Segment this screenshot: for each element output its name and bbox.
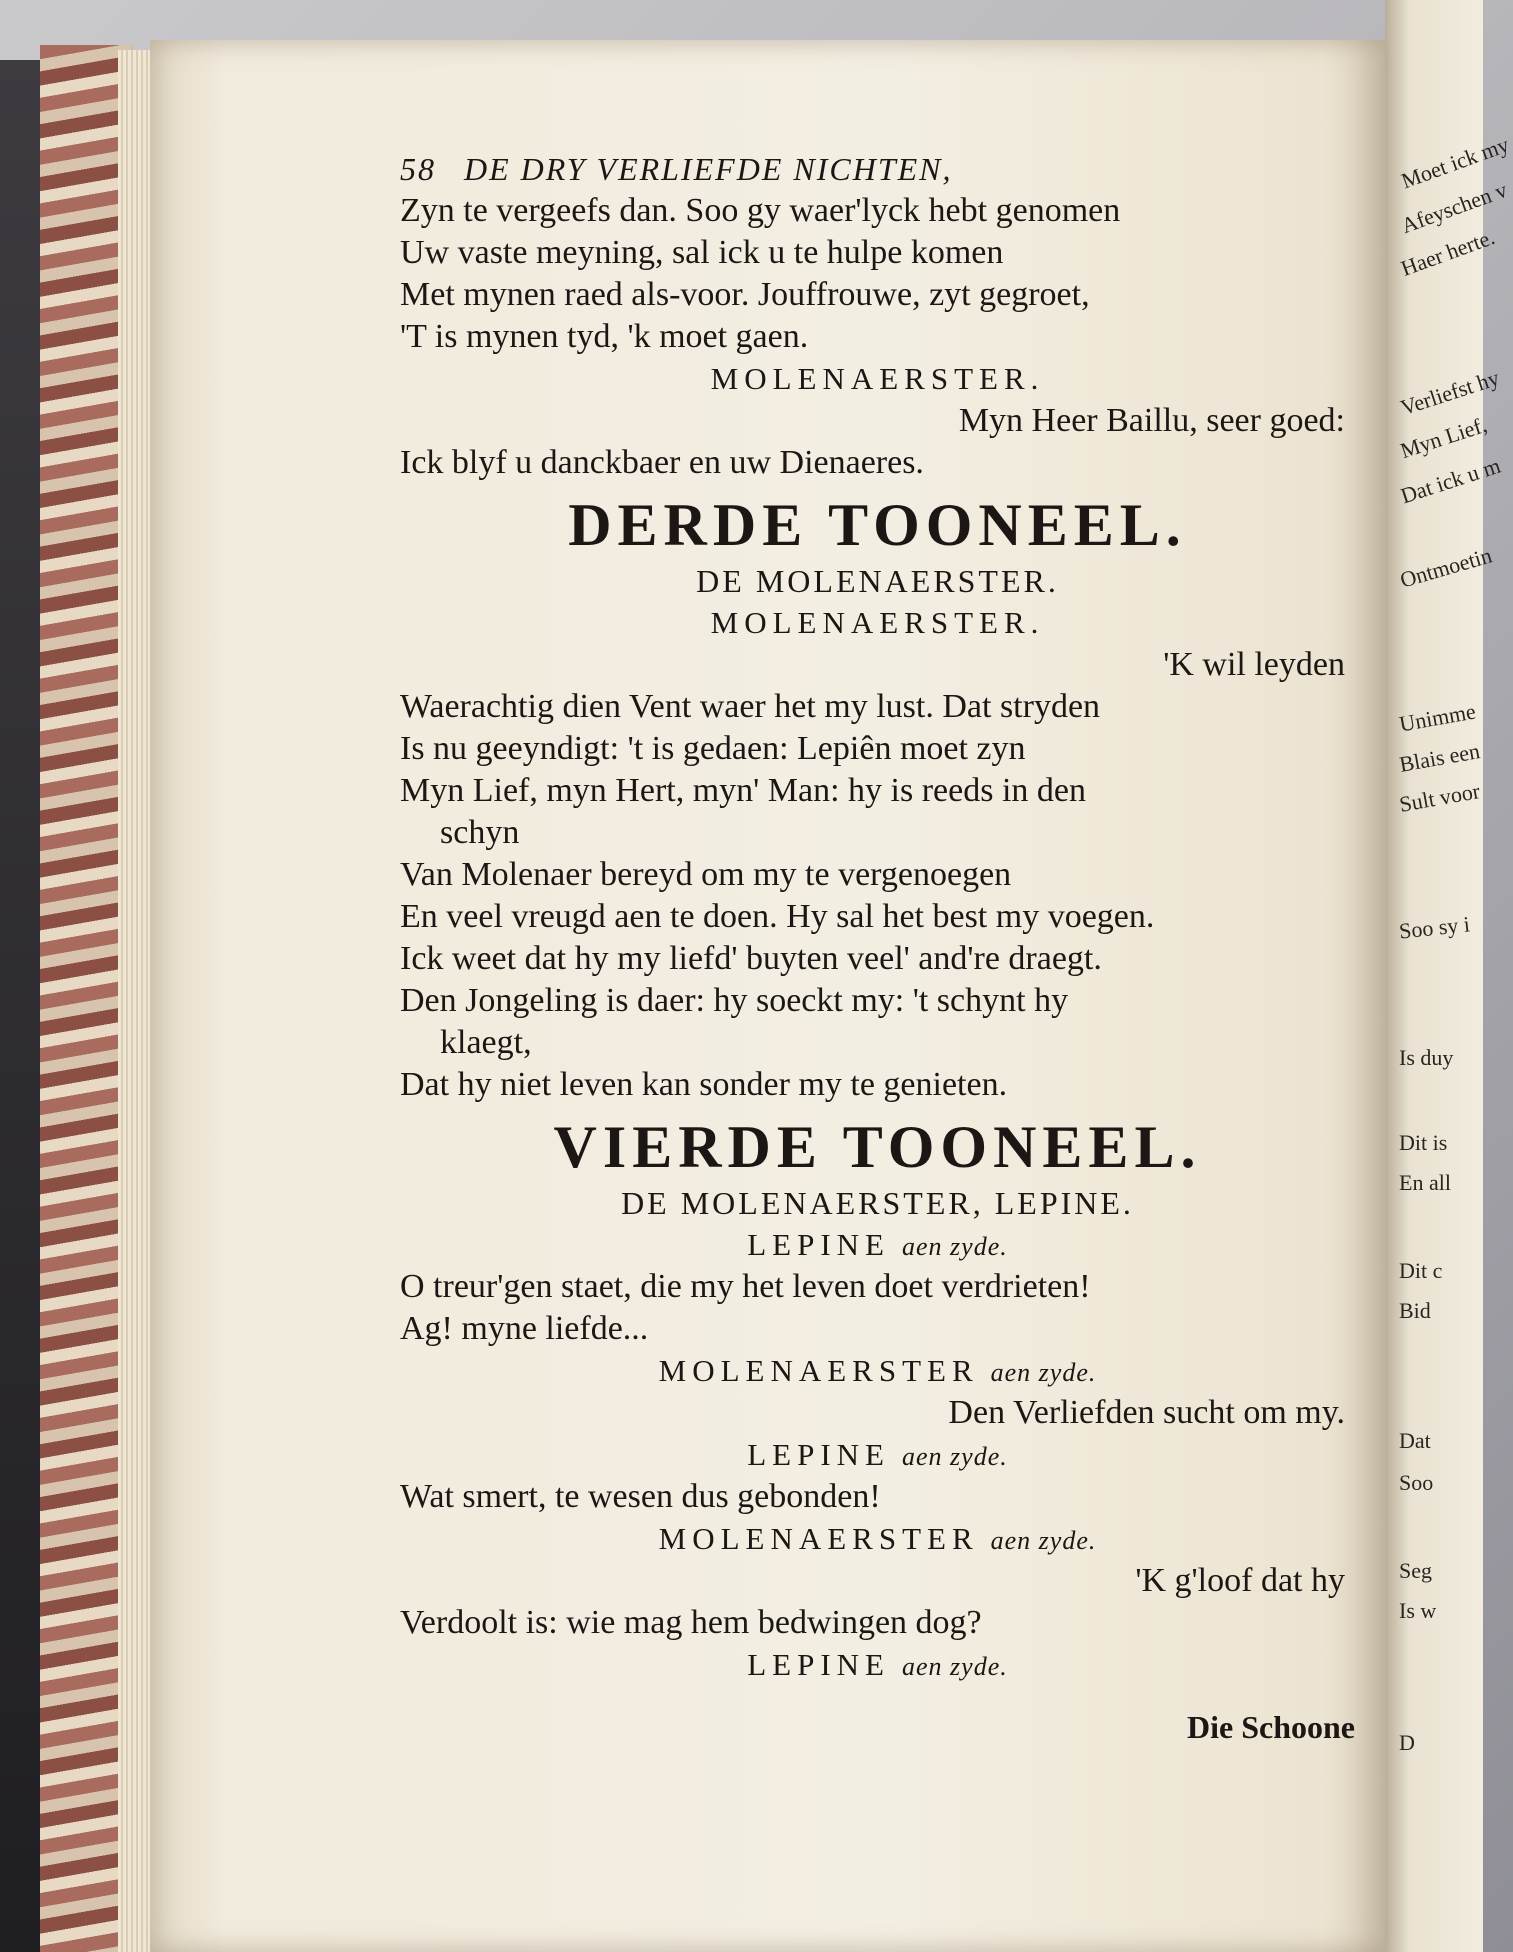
verse-line: Ag! myne liefde... <box>400 1310 649 1347</box>
verse-line: Dat hy niet leven kan sonder my te genieten. <box>400 1066 1008 1103</box>
facing-fragment: Soo sy i <box>1397 911 1471 944</box>
speaker-line <box>400 1350 1355 1392</box>
facing-fragment: Dit c <box>1399 1258 1443 1283</box>
verse-line: Waerachtig dien Vent waer het my lust. Dat stryden <box>400 688 1101 725</box>
scene-title: VIERDE TOONEEL. <box>553 1114 1202 1180</box>
running-header <box>400 148 1355 190</box>
verse-line: Myn Lief, myn Hert, myn' Man: hy is reeds in den <box>400 772 1087 809</box>
verse-line: Van Molenaer bereyd om my te vergenoegen <box>400 856 1012 893</box>
facing-fragment: Dat <box>1399 1428 1431 1453</box>
facing-fragment: Unimme <box>1397 698 1478 737</box>
stage-direction: aen zyde. <box>990 1526 1097 1555</box>
stage-direction: aen zyde. <box>902 1652 1008 1681</box>
verse-line: Uw vaste meyning, sal ick u te hulpe komen <box>400 234 1004 271</box>
facing-fragment: Haer herte. <box>1397 224 1498 281</box>
speaker-line <box>400 1644 1355 1686</box>
speaker-name: LEPINE <box>747 1647 890 1682</box>
speaker-line <box>400 1224 1355 1266</box>
facing-fragment: Afeyschen v <box>1397 176 1511 239</box>
verse-line: Ick blyf u danckbaer en uw Dienaeres. <box>400 444 924 481</box>
facing-fragment: Soo <box>1399 1470 1434 1495</box>
verse-line: Myn Heer Baillu, seer goed: <box>958 402 1345 439</box>
facing-fragment: Ontmoetin <box>1397 542 1495 593</box>
verse-line: Den Jongeling is daer: hy soeckt my: 't schynt hy <box>400 982 1069 1019</box>
facing-fragment: Bid <box>1399 1298 1431 1323</box>
facing-fragment: En all <box>1399 1170 1451 1195</box>
facing-fragment: Sult voor <box>1397 778 1482 817</box>
verse-line: 'K wil leyden <box>1163 646 1345 683</box>
verse-line: Verdoolt is: wie mag hem bedwingen dog? <box>400 1604 982 1641</box>
facing-fragment: Dit is <box>1399 1130 1448 1155</box>
speaker-name: MOLENAERSTER <box>658 1521 979 1556</box>
catchword: Die Schoone <box>1187 1709 1355 1745</box>
facing-fragment: Myn Lief, <box>1397 411 1490 464</box>
facing-fragment: Is duy <box>1399 1045 1454 1070</box>
verse-line: Den Verliefden sucht om my. <box>948 1394 1345 1431</box>
speaker-name: LEPINE <box>747 1437 890 1472</box>
verse-line: 'K g'loof dat hy <box>1135 1562 1345 1599</box>
page-edges <box>118 50 154 1952</box>
speaker-name: MOLENAERSTER. <box>710 361 1045 396</box>
verse-line: O treur'gen staet, die my het leven doet verdrieten! <box>400 1268 1091 1305</box>
scene-title: DERDE TOONEEL. <box>568 492 1187 558</box>
verse-line: Is nu geeyndigt: 't is gedaen: Lepiên moet zyn <box>400 730 1026 767</box>
scene-cast: DE MOLENAERSTER, LEPINE. <box>621 1185 1134 1221</box>
facing-page <box>1385 0 1513 1952</box>
verse-line: Met mynen raed als-voor. Jouffrouwe, zyt gegroet, <box>400 276 1090 313</box>
page-text-block <box>400 148 1355 1748</box>
facing-fragment: Verliefst hy <box>1397 364 1503 421</box>
facing-fragment: Seg <box>1399 1558 1432 1583</box>
verse-line: Wat smert, te wesen dus gebonden! <box>400 1478 881 1515</box>
speaker-name: MOLENAERSTER <box>658 1353 979 1388</box>
verse-line: Ick weet dat hy my liefd' buyten veel' and're draegt. <box>400 940 1102 977</box>
speaker-line <box>400 1518 1355 1560</box>
stage-direction: aen zyde. <box>902 1442 1008 1471</box>
speaker-name: MOLENAERSTER. <box>710 605 1045 640</box>
facing-fragment: Blais een <box>1397 738 1482 777</box>
facing-fragment: D <box>1399 1730 1415 1755</box>
verse-line: schyn <box>440 814 520 851</box>
running-title: DE DRY VERLIEFDE NICHTEN, <box>464 151 953 187</box>
verse-line: 'T is mynen tyd, 'k moet gaen. <box>400 318 809 355</box>
verse-line: klaegt, <box>440 1024 532 1061</box>
speaker-name: LEPINE <box>747 1227 890 1262</box>
scene-cast: DE MOLENAERSTER. <box>696 563 1059 599</box>
page-number: 58 <box>400 151 436 187</box>
verse-line: En veel vreugd aen te doen. Hy sal het best my voegen. <box>400 898 1155 935</box>
facing-fragment: Is w <box>1399 1598 1437 1623</box>
stage-direction: aen zyde. <box>902 1232 1008 1261</box>
stage-direction: aen zyde. <box>990 1358 1097 1387</box>
verse-line: Zyn te vergeefs dan. Soo gy waer'lyck hebt genomen <box>400 192 1121 229</box>
speaker-line <box>400 1434 1355 1476</box>
facing-fragment: Dat ick u m <box>1397 452 1504 509</box>
facing-fragment: Moet ick my <box>1397 131 1513 194</box>
